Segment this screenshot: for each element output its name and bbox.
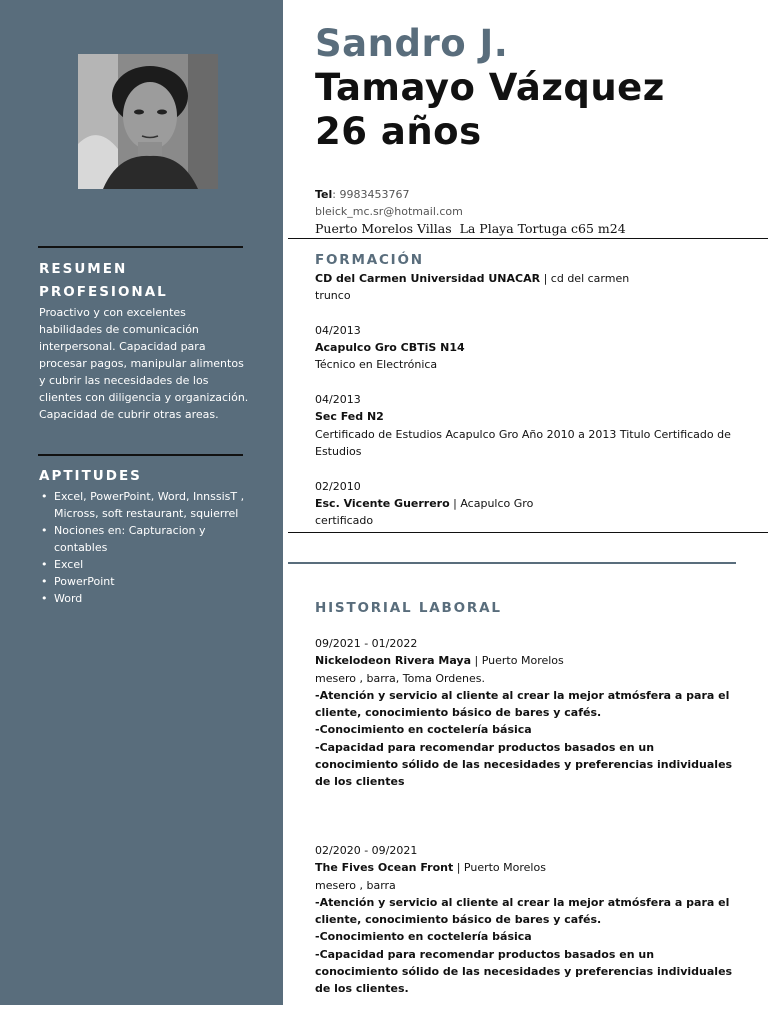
profile-photo: [78, 54, 218, 189]
work-location: | Puerto Morelos: [471, 654, 564, 668]
education-detail: Técnico en Electrónica: [315, 358, 438, 372]
summary-heading-line1: RESUMEN: [39, 261, 128, 277]
phone-label: Tel: [315, 188, 333, 201]
education-title: FORMACIÓN: [315, 252, 424, 268]
education-entry: [315, 322, 740, 374]
skills-list: [39, 488, 254, 607]
work-entry: [315, 635, 740, 791]
work-bullet: -Capacidad para recomendar productos basados en un conocimiento sólido de las necesidades y preferencias individuales de los clientes: [315, 740, 733, 789]
list-item: • Nociones en: Capturacion y contables: [39, 522, 254, 556]
list-item: • Excel, PowerPoint, Word, InnssisT , Micross, soft restaurant, squierrel: [39, 488, 254, 522]
education-date: 04/2013: [315, 393, 361, 407]
education-date: 04/2013: [315, 323, 361, 337]
work-bullet: -Atención y servicio al cliente al crear la mejor atmósfera a para el cliente, conocimiento básico de bares y cafés.: [315, 688, 730, 720]
header-divider: [288, 238, 768, 239]
work-divider: [288, 562, 736, 564]
education-org: Esc. Vicente Guerrero: [315, 496, 450, 510]
education-org: Acapulco Gro CBTiS N14: [315, 341, 465, 355]
work-location: | Puerto Morelos: [453, 861, 546, 875]
address: Puerto Morelos Villas La Playa Tortuga c65 m24: [315, 221, 626, 236]
education-detail: certificado: [315, 514, 374, 528]
education-entry: [315, 270, 740, 305]
summary-text: Proactivo y con excelentes habilidades de comunicación interpersonal. Capacidad para procesar pagos, manipular alimentos y cubrir las necesidades de los clientes con diligencia y organización. Capacidad de cubrir otras areas.: [39, 306, 249, 421]
work-org: The Fives Ocean Front: [315, 861, 454, 875]
summary-divider: [38, 246, 243, 248]
education-detail: Certificado de Estudios Acapulco Gro Año 2010 a 2013 Titulo Certificado de Estudios: [315, 427, 731, 458]
phone: [315, 186, 409, 203]
age: 26 años: [315, 110, 482, 153]
work-date: 09/2021 - 01/2022: [315, 637, 418, 650]
list-item: • Excel: [39, 556, 254, 573]
work-title: HISTORIAL LABORAL: [315, 600, 502, 616]
work-date: 02/2020 - 09/2021: [315, 844, 418, 857]
work-role: mesero , barra: [315, 878, 396, 892]
skills-heading: APTITUDES: [39, 468, 142, 484]
email[interactable]: bleick_mc.sr@hotmail.com: [315, 205, 463, 218]
education-location: | cd del carmen: [540, 272, 630, 285]
education-list: [315, 270, 740, 529]
education-entry: [315, 391, 740, 460]
work-entry: [315, 842, 740, 998]
education-location: | Acapulco Gro: [449, 496, 534, 510]
summary-heading-line2: PROFESIONAL: [39, 284, 168, 300]
education-org: CD del Carmen Universidad UNACAR: [315, 272, 541, 285]
list-item: • PowerPoint: [39, 573, 254, 590]
work-role: mesero , barra, Toma Ordenes.: [315, 671, 486, 685]
work-org: Nickelodeon Rivera Maya: [315, 654, 472, 668]
education-divider: [288, 532, 768, 533]
list-item: • Word: [39, 590, 254, 607]
profile-photo-image: [78, 54, 218, 189]
work-bullet: -Atención y servicio al cliente al crear la mejor atmósfera a para el cliente, conocimiento básico de bares y cafés.: [315, 895, 730, 927]
work-bullet: -Conocimiento en coctelería básica: [315, 930, 532, 944]
skills-divider: [38, 454, 243, 456]
education-org: Sec Fed N2: [315, 410, 384, 424]
education-entry: [315, 478, 740, 530]
education-date: 02/2010: [315, 479, 361, 493]
work-bullet: -Capacidad para recomendar productos basados en un conocimiento sólido de las necesidades y preferencias individuales de los clientes.: [315, 947, 733, 996]
sidebar: [0, 0, 283, 1005]
education-detail: trunco: [315, 289, 351, 303]
work-bullet: -Conocimiento en coctelería básica: [315, 723, 532, 737]
summary-heading: [39, 258, 168, 304]
first-name: Sandro J.: [315, 22, 509, 65]
phone-value: : 9983453767: [332, 188, 410, 201]
last-name: Tamayo Vázquez: [315, 66, 665, 109]
